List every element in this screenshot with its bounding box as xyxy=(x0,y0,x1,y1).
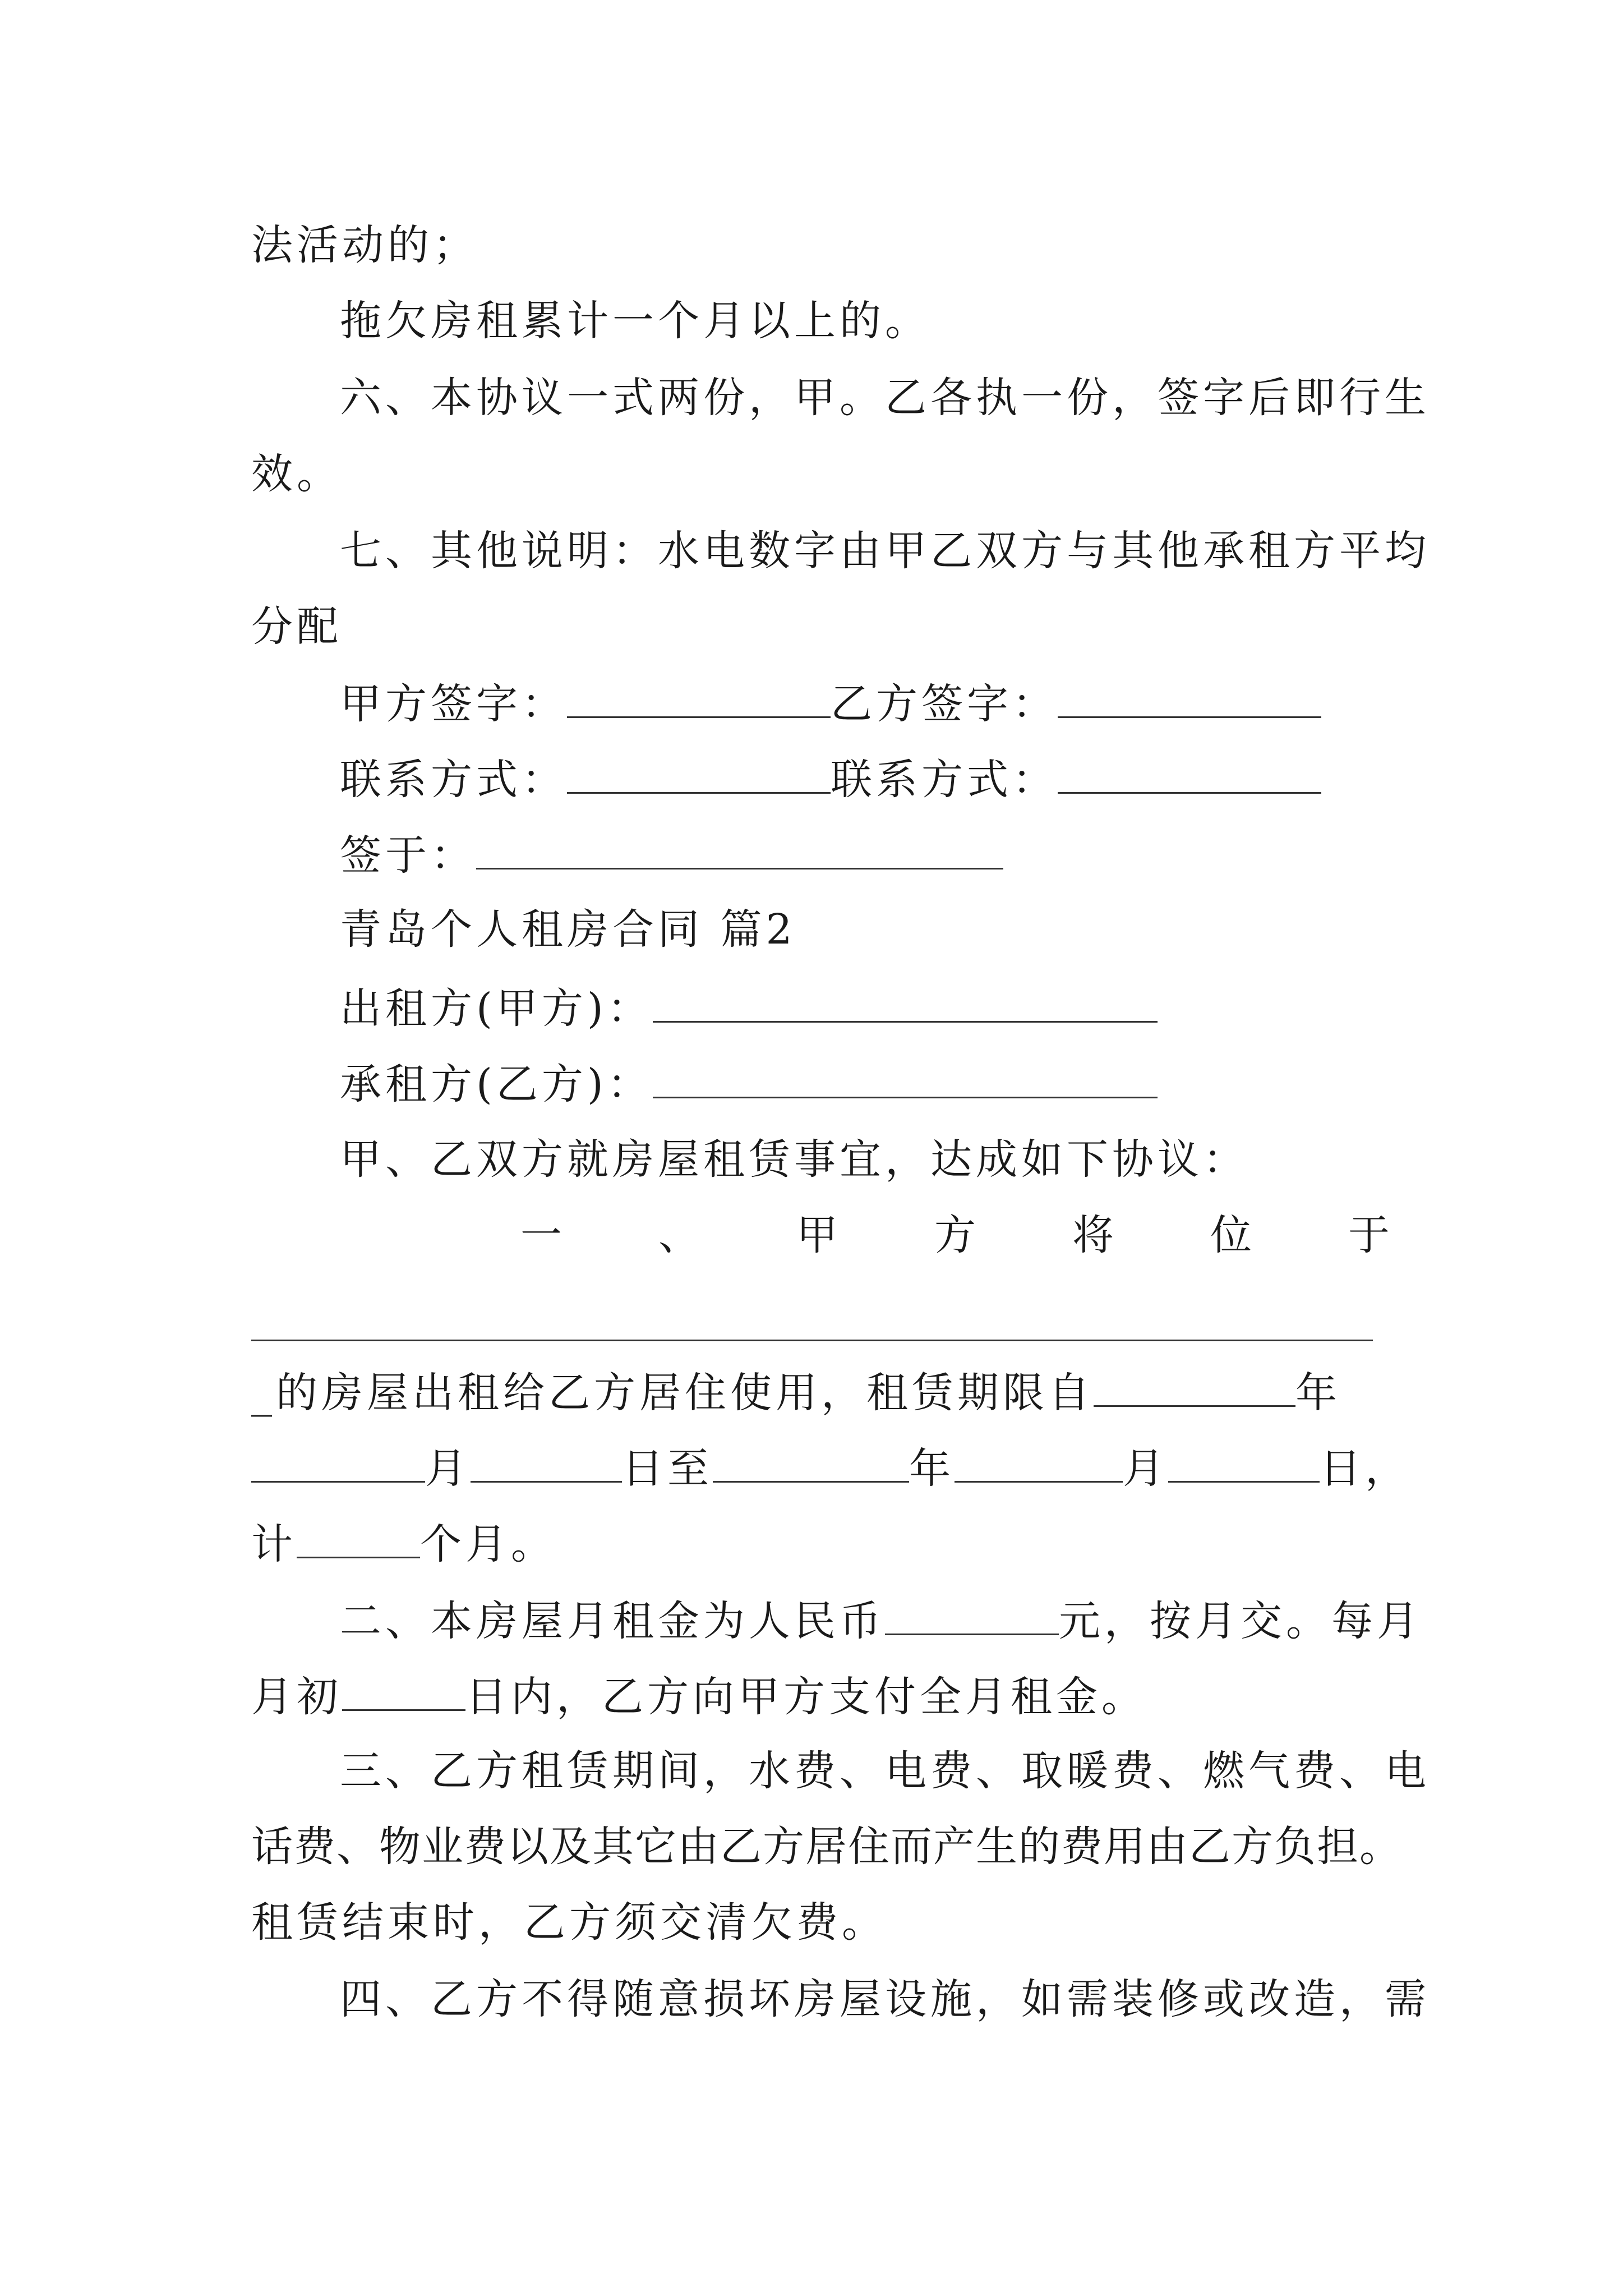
clause-2-text: 日内，乙方向甲方支付全月租金。 xyxy=(465,1673,1147,1721)
lessee-line xyxy=(340,1060,1158,1108)
party-b-sign-label: 乙方签字： xyxy=(831,680,1058,728)
party-a-contact-blank xyxy=(567,757,831,794)
clause-2-line-2 xyxy=(251,1673,1390,1721)
start-day-blank xyxy=(471,1446,622,1483)
party-b-contact-label: 联系方式： xyxy=(831,756,1058,804)
paragraph-text: 话费、物业费以及其它由乙方居住而产生的费用由乙方负担。 xyxy=(251,1823,1402,1871)
month-label: 月 xyxy=(1123,1444,1168,1493)
signature-line xyxy=(340,680,1321,728)
contact-line xyxy=(340,756,1321,804)
paragraph-text: 租赁结束时，乙方须交清欠费。 xyxy=(251,1898,887,1947)
party-b-sign-blank xyxy=(1058,682,1321,718)
signed-at-line xyxy=(340,831,1003,880)
paragraph-text: 分配 xyxy=(251,602,342,651)
clause-1-char: 、 xyxy=(658,1211,700,1259)
party-b-contact-blank xyxy=(1058,757,1321,794)
clause-1-char: 将 xyxy=(1072,1211,1114,1259)
paragraph-text: 效。 xyxy=(251,450,342,498)
end-year-blank xyxy=(713,1446,909,1483)
clause-1-char: 甲 xyxy=(796,1211,838,1259)
party-a-sign-blank xyxy=(567,682,831,718)
start-year-blank xyxy=(1094,1370,1295,1407)
paragraph-text: 六、本协议一式两份，甲。乙各执一份，签字后即行生 xyxy=(340,374,1430,422)
year-label: 年 xyxy=(909,1444,955,1493)
section-title: 青岛个人租房合同 篇2 xyxy=(340,905,796,954)
end-day-blank xyxy=(1168,1446,1320,1483)
clause-2-line-1 xyxy=(340,1597,1422,1645)
signed-at-blank xyxy=(476,833,1003,869)
clause-1-text: 的房屋出租给乙方居住使用，租赁期限自 xyxy=(276,1369,1094,1417)
month-label: 月 xyxy=(425,1444,471,1493)
clause-2-text: 月初 xyxy=(251,1673,342,1721)
total-months-blank xyxy=(297,1522,420,1558)
clause-1-start xyxy=(251,1211,1390,1259)
paragraph-text: 法活动的； xyxy=(251,221,478,269)
clause-2-text: 二、本房屋月租金为人民币 xyxy=(340,1597,885,1645)
party-a-sign-label: 甲方签字： xyxy=(340,680,567,728)
paragraph-text: 四、乙方不得随意损坏房屋设施，如需装修或改造，需 xyxy=(340,1975,1430,2023)
clause-1-char: 位 xyxy=(1210,1211,1252,1259)
paragraph-text: 拖欠房租累计一个月以上的。 xyxy=(340,297,930,345)
day-end-label: 日， xyxy=(1320,1444,1410,1493)
party-a-contact-label: 联系方式： xyxy=(340,756,567,804)
months-label: 个月。 xyxy=(420,1520,556,1568)
paragraph-text: 七、其他说明：水电数字由甲乙双方与其他承租方平均 xyxy=(340,527,1430,575)
clause-1-char: 于 xyxy=(1348,1211,1390,1259)
clause-1-char: 一 xyxy=(520,1211,562,1259)
lessor-label: 出租方(甲方)： xyxy=(340,984,653,1033)
clause-1-line-4 xyxy=(251,1520,1390,1568)
payment-day-blank xyxy=(342,1674,465,1711)
lessee-blank xyxy=(653,1062,1158,1098)
total-label: 计 xyxy=(251,1520,297,1568)
signed-at-label: 签于： xyxy=(340,831,476,880)
paragraph-text: 三、乙方租赁期间，水费、电费、取暖费、燃气费、电 xyxy=(340,1747,1430,1795)
start-month-blank xyxy=(251,1446,425,1483)
day-to-label: 日至 xyxy=(622,1444,713,1493)
address-blank-line xyxy=(251,1340,1373,1341)
clause-1-line-3 xyxy=(251,1444,1410,1493)
clause-1-line-2 xyxy=(251,1369,1390,1417)
lessor-blank xyxy=(653,986,1158,1023)
lessor-line xyxy=(340,984,1158,1033)
end-month-blank xyxy=(955,1446,1123,1483)
clause-2-text: 元，按月交。每月 xyxy=(1059,1597,1422,1645)
year-label: 年 xyxy=(1295,1369,1341,1417)
intro-text: 甲、乙双方就房屋租赁事宜，达成如下协议： xyxy=(340,1135,1248,1184)
lessee-label: 承租方(乙方)： xyxy=(340,1060,653,1108)
rent-amount-blank xyxy=(885,1599,1059,1635)
underscore-char: _ xyxy=(251,1369,276,1417)
clause-1-char: 方 xyxy=(934,1211,976,1259)
